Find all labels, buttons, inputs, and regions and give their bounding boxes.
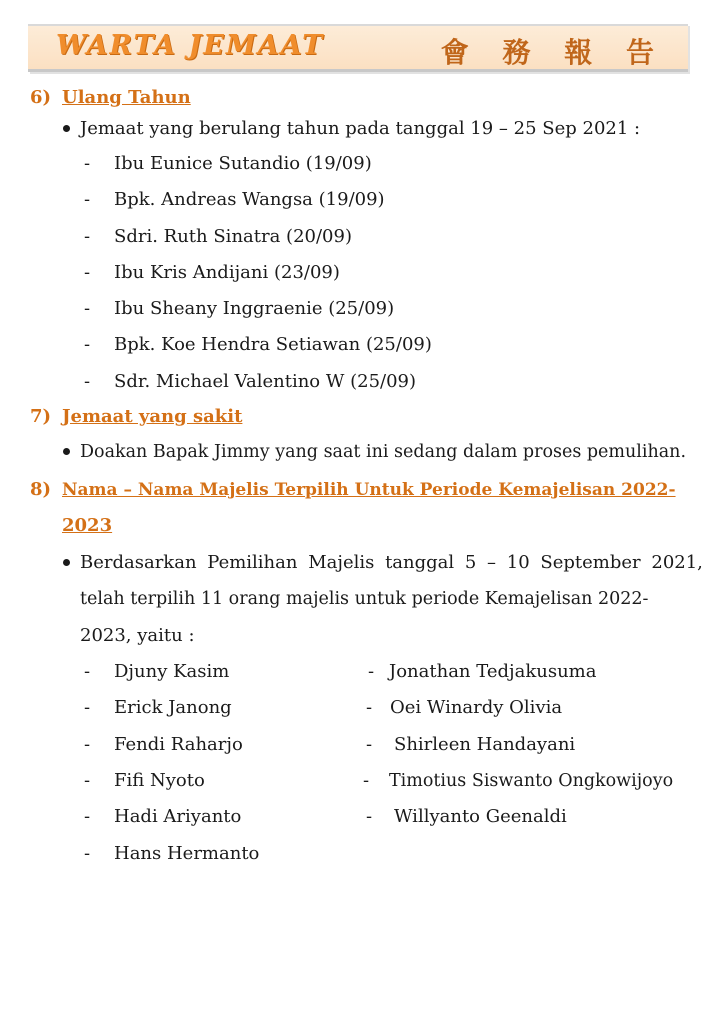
birthday-item: Ibu Sheany Inggraenie (25/09) [114,298,395,319]
dash-marker: - [366,734,373,755]
dash-marker: - [84,734,91,755]
dash-marker: - [84,153,91,174]
header-banner [28,24,688,72]
dash-marker: - [363,770,370,791]
birthday-item: Ibu Kris Andijani (23/09) [114,262,340,283]
dash-marker: - [366,697,373,718]
dash-marker: - [84,806,91,827]
dash-marker: - [366,806,373,827]
elder-name: Willyanto Geenaldi [394,806,567,827]
dash-marker: - [84,371,91,392]
dash-marker: - [84,262,91,283]
section-title: Jemaat yang sakit [62,406,243,427]
elder-name: Hans Hermanto [114,843,260,864]
dash-marker: - [84,226,91,247]
bullet-text: Jemaat yang berulang tahun pada tanggal 19 – 25 Sep 2021 : [80,118,641,139]
bullet-point [63,559,70,566]
dash-marker: - [368,661,375,682]
banner-title-chinese: 會 務 報 告 [440,36,666,69]
elder-name: Fendi Raharjo [114,734,243,755]
dash-marker: - [84,661,91,682]
bullet-text-continued: telah terpilih 11 orang majelis untuk periode Kemajelisan 2022- [80,589,649,609]
elder-name: Timotius Siswanto Ongkowijoyo [389,771,674,791]
dash-marker: - [84,697,91,718]
section-number: 6) [30,87,52,108]
elder-name: Erick Janong [114,697,232,718]
banner-title: WARTA JEMAAT [56,30,325,61]
dash-marker: - [84,298,91,319]
section-number: 7) [30,406,52,427]
bullet-text: Doakan Bapak Jimmy yang saat ini sedang dalam proses pemulihan. [80,442,687,462]
section-title-continued: 2023 [62,515,113,536]
dash-marker: - [84,334,91,355]
dash-marker: - [84,189,91,210]
section-title: Ulang Tahun [62,87,191,108]
birthday-item: Sdr. Michael Valentino W (25/09) [114,371,417,392]
section-number: 8) [30,479,52,500]
elder-name: Fifi Nyoto [114,770,205,791]
birthday-item: Bpk. Koe Hendra Setiawan (25/09) [114,334,432,355]
dash-marker: - [84,770,91,791]
bullet-text: Berdasarkan Pemilihan Majelis tanggal 5 – 10 September 2021, [80,552,703,573]
elder-name: Jonathan Tedjakusuma [389,661,597,682]
elder-name: Shirleen Handayani [394,734,576,755]
bullet-text-continued: 2023, yaitu : [80,625,195,646]
bullet-point [63,448,70,455]
bullet-point [63,125,70,132]
elder-name: Hadi Ariyanto [114,806,242,827]
elder-name: Djuny Kasim [114,661,230,682]
birthday-item: Bpk. Andreas Wangsa (19/09) [114,189,385,210]
elder-name: Oei Winardy Olivia [390,697,563,718]
dash-marker: - [84,843,91,864]
birthday-item: Ibu Eunice Sutandio (19/09) [114,153,372,174]
birthday-item: Sdri. Ruth Sinatra (20/09) [114,226,352,247]
section-title: Nama – Nama Majelis Terpilih Untuk Periode Kemajelisan 2022- [62,480,676,500]
